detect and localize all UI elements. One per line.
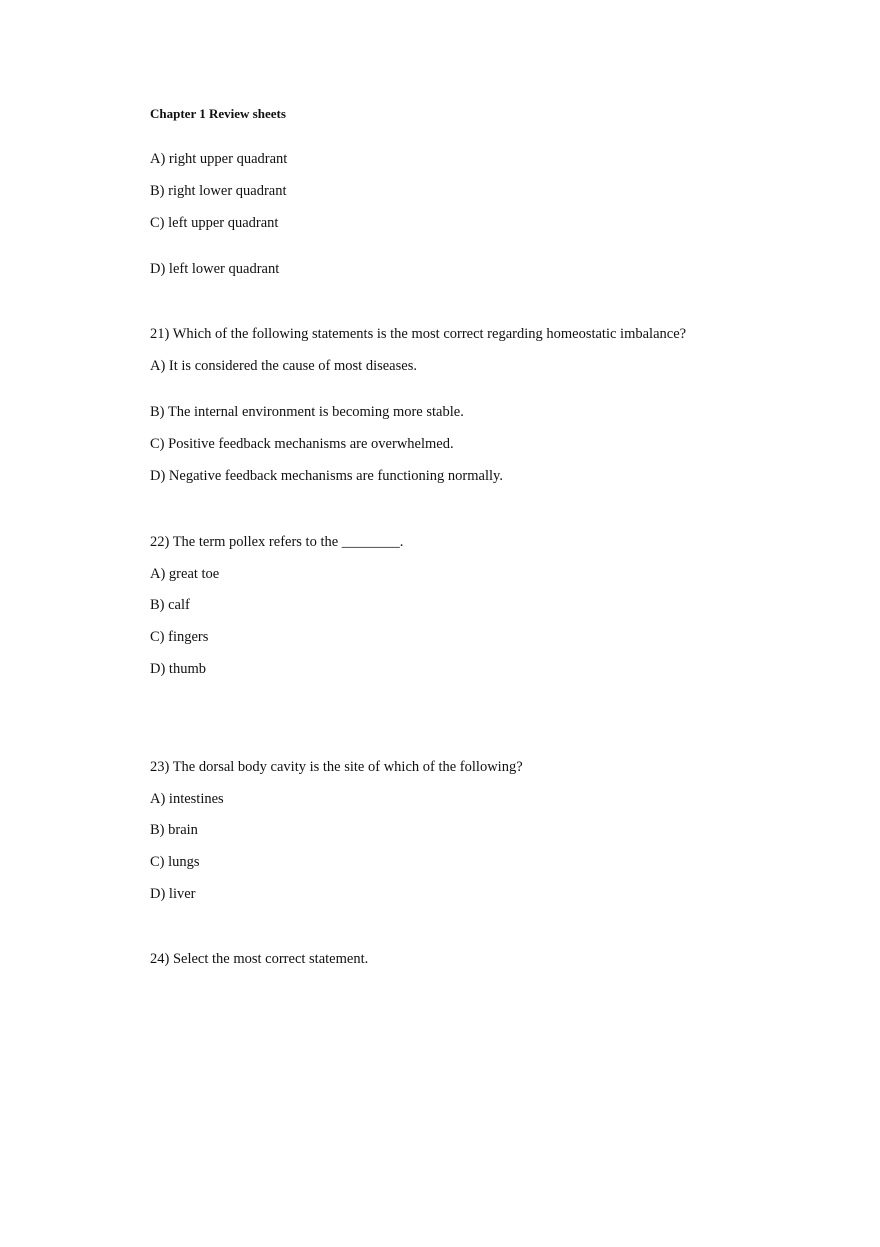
question-21-option-b: B) The internal environment is becoming more stable. <box>150 404 464 420</box>
question-22-option-c: C) fingers <box>150 629 209 645</box>
question-22-option-d: D) thumb <box>150 661 206 677</box>
question-21-option-a: A) It is considered the cause of most diseases. <box>150 358 417 374</box>
question-24: 24) Select the most correct statement. <box>150 951 369 967</box>
question-23-option-a: A) intestines <box>150 791 224 807</box>
question-21-option-c: C) Positive feedback mechanisms are overwhelmed. <box>150 436 454 452</box>
question-22-option-a: A) great toe <box>150 566 220 582</box>
question-23-option-d: D) liver <box>150 886 196 902</box>
question-23: 23) The dorsal body cavity is the site of which of the following? <box>150 759 523 775</box>
option-continued-a: A) right upper quadrant <box>150 151 288 167</box>
question-21: 21) Which of the following statements is the most correct regarding homeostatic imbalance? <box>150 326 687 342</box>
option-continued-c: C) left upper quadrant <box>150 215 279 231</box>
question-22-option-b: B) calf <box>150 597 190 613</box>
question-23-option-c: C) lungs <box>150 854 200 870</box>
question-21-option-d: D) Negative feedback mechanisms are functioning normally. <box>150 468 503 484</box>
option-continued-d: D) left lower quadrant <box>150 261 280 277</box>
question-22: 22) The term pollex refers to the ________. <box>150 534 404 550</box>
question-23-option-b: B) brain <box>150 822 198 838</box>
option-continued-b: B) right lower quadrant <box>150 183 287 199</box>
page-title: Chapter 1 Review sheets <box>150 106 286 121</box>
